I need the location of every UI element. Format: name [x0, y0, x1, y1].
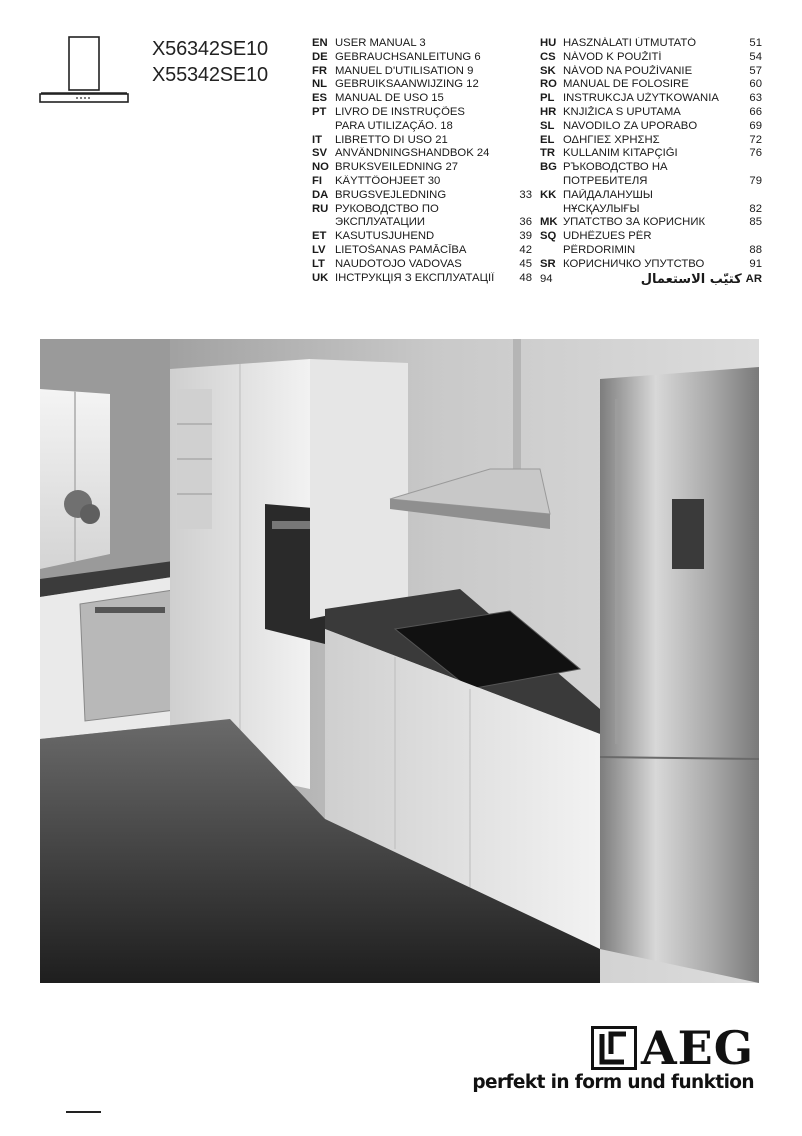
toc-entry	[540, 216, 762, 230]
toc-entry	[312, 78, 532, 92]
toc-entry	[540, 106, 762, 120]
manual-title: РЪКОВОДСТВО НА	[563, 161, 668, 174]
manual-title: NÁVOD K POUŽITÍ	[563, 50, 662, 63]
toc-entry	[312, 161, 532, 175]
manual-title: NÁVOD NA POUŽÍVANIE	[563, 64, 693, 77]
toc-entry	[540, 65, 762, 79]
manual-title: PARA UTILIZAÇÃO. 18	[335, 119, 453, 132]
toc-entry	[312, 230, 532, 244]
page-number: 63	[749, 92, 762, 105]
page-number: 69	[749, 119, 762, 132]
manual-title: USER MANUAL 3	[335, 37, 426, 49]
toc-entry	[312, 244, 532, 258]
language-code: SL	[540, 119, 555, 132]
page-number: 88	[749, 243, 762, 256]
page-number: 91	[749, 257, 762, 270]
page-number	[528, 106, 532, 120]
toc-entry-arabic	[540, 273, 762, 287]
toc-entry	[312, 147, 532, 161]
toc-entry	[312, 106, 532, 120]
footer-rule	[66, 1111, 101, 1113]
manual-title: NAUDOTOJO VADOVAS	[335, 257, 462, 270]
page-number: 66	[749, 105, 762, 118]
page-number	[528, 161, 532, 175]
page-number: 45	[519, 257, 532, 270]
manual-title: УПАТСТВО ЗА КОРИСНИК	[563, 216, 706, 229]
page-number: 94	[540, 272, 553, 285]
language-code: CS	[540, 50, 556, 63]
page-number	[528, 78, 532, 92]
language-code: RU	[312, 202, 329, 215]
manual-title: ЭКСПЛУАТАЦИИ	[335, 216, 425, 229]
toc-entry	[312, 258, 532, 272]
language-code: UK	[312, 271, 329, 284]
toc-entry	[312, 92, 532, 106]
manual-title: ПАЙДАЛАНУШЫ	[563, 188, 653, 201]
manual-title: КОРИСНИЧКО УПУТСТВО	[563, 257, 705, 270]
language-code	[540, 203, 563, 217]
toc-entry	[540, 147, 762, 161]
language-code: HR	[540, 105, 557, 118]
language-code: ET	[312, 230, 327, 243]
toc-entry	[540, 120, 762, 134]
language-code	[312, 216, 335, 230]
manual-title: KÄYTTÖOHJEET 30	[335, 174, 441, 187]
language-code: MK	[540, 216, 558, 229]
language-code: KK	[540, 188, 557, 201]
manual-title: LIBRETTO DI USO 21	[335, 133, 448, 146]
model-numbers	[152, 36, 268, 88]
manual-title: LIVRO DE INSTRUÇÕES	[335, 105, 465, 118]
aeg-logo	[591, 1020, 754, 1075]
toc-entry	[312, 272, 532, 286]
manual-title: INSTRUKCJA UŻYTKOWANIA	[563, 92, 719, 105]
page-number	[758, 230, 762, 244]
manual-title: KULLANIM KITAPÇIĞI	[563, 147, 678, 160]
page-number: 39	[519, 230, 532, 243]
manual-title: BRUKSVEILEDNING 27	[335, 161, 459, 174]
manual-title: BRUGSVEJLEDNING	[335, 188, 447, 201]
toc-entry	[540, 244, 762, 258]
page-number	[528, 120, 532, 134]
page-number: 85	[749, 216, 762, 229]
toc-entry	[540, 175, 762, 189]
toc-entry	[540, 51, 762, 65]
manual-title: GEBRUIKSAANWIJZING 12	[335, 78, 479, 91]
page-number	[528, 175, 532, 189]
kitchen-photo	[40, 339, 759, 983]
language-code: LT	[312, 257, 325, 270]
cooker-hood-icon	[38, 36, 130, 108]
manual-title: ПОТРЕБИТЕЛЯ	[563, 174, 648, 187]
toc-right-column	[540, 37, 762, 286]
language-code: EL	[540, 133, 555, 146]
page-number	[528, 134, 532, 148]
language-code: TR	[540, 147, 556, 160]
page-number	[528, 51, 532, 65]
manual-title: UDHËZUES PËR	[563, 230, 652, 243]
manual-title: KNJIŽICA S UPUTAMA	[563, 105, 681, 118]
toc-entry	[540, 37, 762, 51]
language-code: PT	[312, 105, 327, 118]
page-number	[758, 189, 762, 203]
language-code: SV	[312, 147, 328, 160]
toc-entry	[312, 51, 532, 65]
model-number: X56342SE10	[152, 38, 268, 60]
language-code: LV	[312, 243, 326, 256]
manual-title: KASUTUSJUHEND	[335, 230, 435, 243]
language-code: HU	[540, 37, 557, 49]
language-code: AR	[745, 272, 762, 285]
toc-entry	[312, 189, 532, 203]
language-code: PL	[540, 92, 555, 105]
manual-title: GEBRAUCHSANLEITUNG 6	[335, 50, 481, 63]
page-number: 36	[519, 216, 532, 229]
language-code: DA	[312, 188, 329, 201]
page-number: 57	[749, 64, 762, 77]
page-number: 76	[749, 147, 762, 160]
toc-entry	[540, 258, 762, 272]
language-code: EN	[312, 37, 328, 49]
page-number	[528, 92, 532, 106]
language-code	[540, 244, 563, 258]
toc-entry	[312, 37, 532, 51]
toc-entry	[540, 92, 762, 106]
language-code: ES	[312, 92, 328, 105]
page-number: 33	[519, 188, 532, 201]
toc-entry	[540, 203, 762, 217]
language-code: BG	[540, 161, 557, 174]
manual-title: MANUEL D'UTILISATION 9	[335, 64, 474, 77]
page-number: 82	[749, 202, 762, 215]
manual-title: MANUAL DE FOLOSIRE	[563, 78, 689, 91]
page-number	[758, 161, 762, 175]
language-code: SK	[540, 64, 556, 77]
toc-entry	[540, 230, 762, 244]
language-code: SQ	[540, 230, 557, 243]
toc-entry	[312, 203, 532, 217]
manual-title: NAVODILO ZA UPORABO	[563, 119, 698, 132]
toc-entry	[540, 161, 762, 175]
manual-title: LIETOŠANAS PAMĀCĪBA	[335, 243, 467, 256]
manual-title: MANUAL DE USO 15	[335, 92, 444, 105]
language-code	[312, 120, 335, 134]
language-code: IT	[312, 133, 323, 146]
page-number: 60	[749, 78, 762, 91]
brand-tagline: perfekt in form und funktion	[472, 1072, 754, 1093]
page-number	[528, 65, 532, 79]
page-number	[528, 203, 532, 217]
manual-title: PËRDORIMIN	[563, 243, 636, 256]
brand-block	[450, 1020, 760, 1100]
toc-entry	[312, 120, 532, 134]
page-number	[528, 37, 532, 51]
page-number: 42	[519, 243, 532, 256]
manual-title: ΟΔΗΓΙΕΣ ΧΡΗΣΗΣ	[563, 133, 660, 146]
manual-title: ІНСТРУКЦІЯ З ЕКСПЛУАТАЦІЇ	[335, 271, 495, 284]
page-number: 48	[519, 271, 532, 284]
page-number: 54	[749, 50, 762, 63]
language-code: FR	[312, 64, 328, 77]
language-code: FI	[312, 174, 323, 187]
aeg-logo-mark-icon	[591, 1026, 637, 1070]
language-code: NO	[312, 161, 329, 174]
model-number: X55342SE10	[152, 64, 268, 86]
toc-left-column	[312, 37, 532, 285]
page-number	[528, 147, 532, 161]
language-code	[540, 175, 563, 189]
manual-title: НҰСҚАУЛЫҒЫ	[563, 202, 640, 215]
toc-entry	[312, 65, 532, 79]
toc-entry	[540, 78, 762, 92]
page-number: 72	[749, 133, 762, 146]
manual-title: РУКОВОДСТВО ПО	[335, 202, 439, 215]
toc-entry	[540, 134, 762, 148]
toc-entry	[312, 216, 532, 230]
language-code: DE	[312, 50, 328, 63]
manual-title: HASZNÁLATI ÚTMUTATÓ	[563, 37, 697, 49]
aeg-wordmark: AEG	[640, 1020, 754, 1075]
manual-title: كتيّب الاستعمال	[640, 271, 742, 287]
manual-title: ANVÄNDNINGSHANDBOK 24	[335, 147, 490, 160]
toc-entry	[312, 134, 532, 148]
page-number: 79	[749, 174, 762, 187]
page-number: 51	[749, 37, 762, 49]
language-code: RO	[540, 78, 557, 91]
toc-entry	[312, 175, 532, 189]
language-code: SR	[540, 257, 556, 270]
toc-entry	[540, 189, 762, 203]
language-code: NL	[312, 78, 328, 91]
